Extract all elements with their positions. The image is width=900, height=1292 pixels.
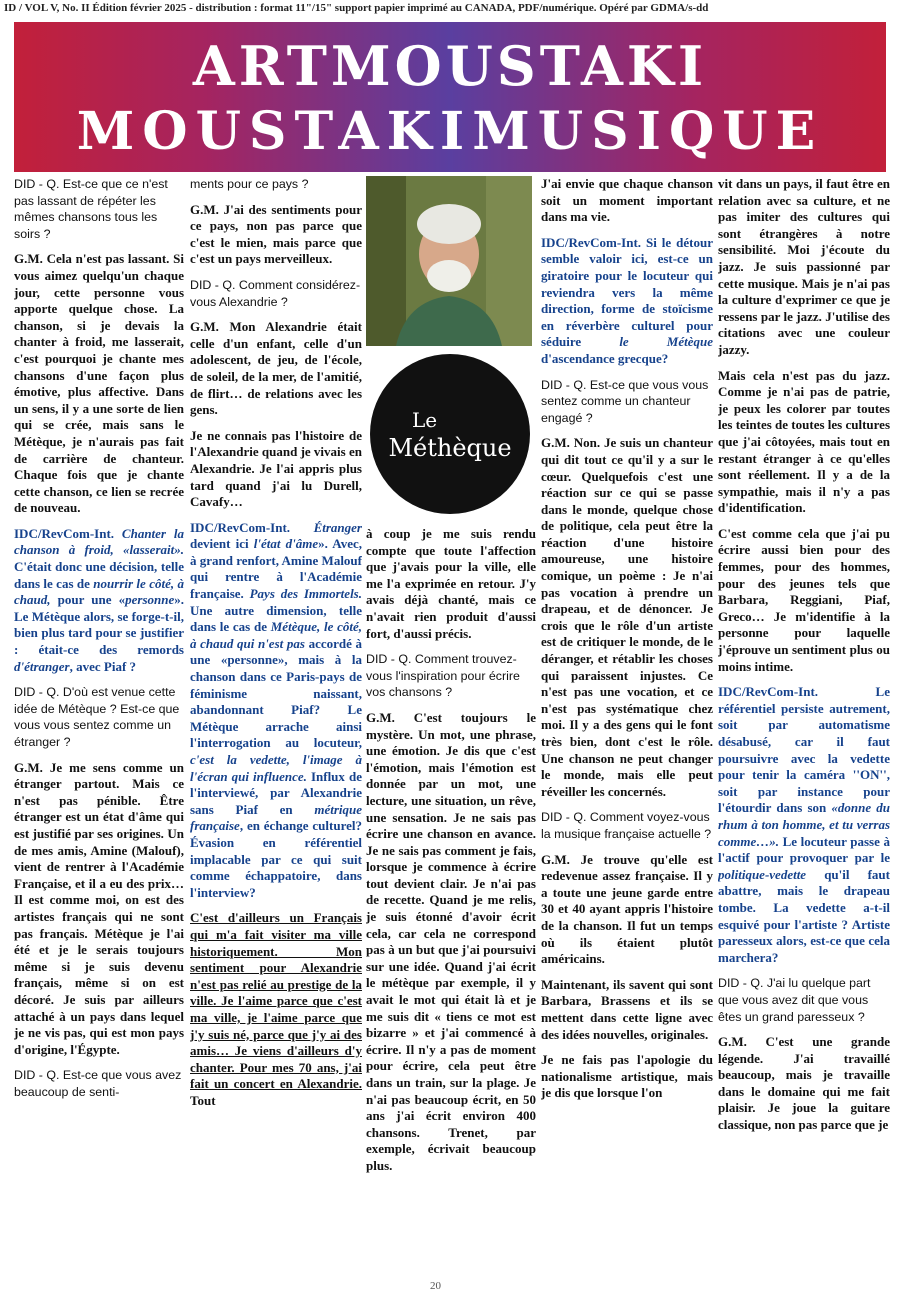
logo-meteque: Méthèque [388, 434, 512, 462]
title-banner [14, 22, 886, 172]
speaker-gm: G.M. [366, 709, 395, 725]
commentary-text: Une autre dimension, telle dans le cas de [190, 602, 362, 635]
answer-6 [541, 435, 713, 800]
speaker-gm: G.M. [190, 201, 219, 217]
underlined-quote: C'est d'ailleurs un Français qui m'a fait visiter ma ville historiquement. Mon sentiment pour Alexandrie n'est pas relié au prestige de la ville. Je l'aime parce que c'est ma ville, je l'aime parce que j'y suis né, parce que j'y ai des amis… Je viens d'ailleurs d'y chanter. Pour mes 70 ans, j'ai fait un concert en Alexandrie. [190, 910, 362, 1092]
commentary-italic: Pays des Immortels. [249, 586, 362, 602]
commentary-text: Le référentiel persiste autrement, soit par automatisme désabusé, car il faut poursuivre avec la vedette pour tenir la caméra ''ON'', soit par instance pour l'étourdir dans son [718, 684, 890, 816]
commentary-text: Influx de l'interviewé, par Alexandrie sans Piaf en [190, 768, 362, 817]
commentary-text: pour une « [50, 592, 126, 608]
answer-3-text: J'ai des sentiments pour ce pays, non pas parce que c'est le mien, mais parce que c'est un pays merveilleux. [190, 201, 362, 267]
commentary-1 [14, 526, 184, 675]
speaker-gm: G.M. [718, 1034, 747, 1050]
commentary-lead: IDC/RevCom-Int. [190, 519, 291, 535]
column-1 [14, 176, 184, 1276]
answer-5-continued: J'ai envie que chaque chanson soit un moment important dans ma vie. [541, 176, 713, 225]
question-3-end: ments pour ce pays ? [190, 177, 309, 191]
column-3-text [366, 526, 536, 1184]
column-4 [541, 176, 713, 1276]
commentary-italic: Métèque, le côté, à chaud qui n'est pas [190, 619, 362, 651]
page-number: 20 [430, 1280, 441, 1292]
question-8: DID - Q. J'ai lu quelque part que vous avez dit que vous êtes un grand paresseux ? [718, 976, 871, 1024]
commentary-italic: Chanter la chanson à froid, «lasserait». [14, 525, 184, 558]
commentary-text: Si le détour semble valoir ici, est-ce un giratoire pour le locuteur qui reviendra vers la même direction, forme de stoïcisme en réverbère culturel pour séduire [541, 234, 713, 350]
commentary-lead: IDC/RevCom-Int. [541, 234, 642, 250]
answer-2 [14, 760, 184, 1059]
answer-5-text: C'est toujours le mystère. Un mot, une phrase, une émotion. Je dis que c'est l'émotion, mais l'émotion est donnée par un mot, une lecture, une situation, un rêve, une sensation. Je ne sais pas écrire une chanson en avance. Je ne sais pas comment je fais, lorsque je commence à écrire tout devient clair. Je n'ai pas de recette. Quand je me relis, je suis étonné d'avoir écrit cela, car cela ne correspond pas à un but que j'ai poursuivi sur une idée. Quand j'ai écrit le métèque par exemple, il y avait le mot qui était là et je me suis dit « tiens ce mot est bizarre » et j'ai commencé à écrire. Il n'y a pas de moment pour écrire, cela peut être dans un train, sur la plage. Je n'ai pas beaucoup écrit, en 50 ans j'ai écrit environ 400 chansons. Trenet, par exemple, écrivait beaucoup plus. [366, 709, 536, 1173]
answer-8-text: C'est une grande légende. J'ai travaillé beaucoup, mais je travaille dans le domaine qui me fait plaisir. Je joue la guitare classique, non pas parce que je [718, 1034, 890, 1133]
question-7: DID - Q. Comment voyez-vous la musique française actuelle ? [541, 810, 712, 841]
speaker-gm: G.M. [14, 759, 43, 775]
commentary-lead: IDC/RevCom-Int. [14, 525, 115, 541]
answer-1 [14, 251, 184, 517]
commentary-text: qu'il faut abattre, mais le drapeau tombe. La vedette a-t-il esquivé pour l'artiste ? Artiste paresseux alors, est-ce que cela marchera? [718, 866, 890, 965]
commentary-text: d'ascendance grecque? [541, 350, 669, 366]
commentary-text: C'était donc une décision, telle dans le cas de [14, 559, 184, 591]
commentary-3 [541, 235, 713, 368]
answer-3 [190, 202, 362, 268]
column-3 [366, 176, 536, 1276]
commentary-italic: c'est la vedette, l'image à l'écran qui influence. [190, 752, 362, 784]
commentary-italic: personne [125, 592, 175, 608]
commentary-italic: politique-vedette [718, 866, 807, 882]
commentary-text: accordé à une «personne», mais à la chanson dans ce Paris-pays de féminisme naissant, abandonnant Piaf? Le Métèque arrache ainsi l'interrogation au locuteur, [190, 635, 362, 751]
answer-7-continued-3: C'est comme cela que j'ai pu écrire aussi bien pour des femmes, pour des hommes, pour des jeunes tels que Barbara, Reggiani, Piaf, Greco… Je m'identifie à la personne pour laquelle j'éprouve un sentiment plus ou moins intime. [718, 525, 890, 674]
question-3: DID - Q. Est-ce que vous avez beaucoup de senti- [14, 1068, 182, 1099]
commentary-italic: Étranger [290, 519, 362, 535]
question-2: DID - Q. D'où est venue cette idée de Métèque ? Est-ce que vous vous sentez comme un étranger ? [14, 685, 180, 749]
column-2 [190, 176, 362, 1276]
commentary-italic: d'étranger [14, 658, 70, 674]
answer-4b: Je ne connais pas l'histoire de l'Alexandrie quand je vivais en Alexandrie. Je l'ai appris plus tard quand j'ai lu Durell, Cavafy… [190, 427, 362, 510]
answer-7b: Maintenant, ils savent qui sont Barbara, Brassens et ils se mettent dans cette ligne avec des idées nouvelles, originales. [541, 976, 713, 1042]
logo-le: Le [412, 408, 438, 432]
answer-7-text: Je trouve qu'elle est redevenue assez française. Il y a toute une jeune garde entre 30 et 40 ayant appris l'histoire de la chanson. Il fut un temps où ils étaient plutôt américains. [541, 851, 713, 967]
answer-7-continued: vit dans un pays, il faut être en relation avec sa culture, et ne pas imiter des cultures qui sont étrangères à notre sensibilité. Moi j'écoute du jazz. Je suis passionné par cette musique. Mais je n'ai pas la culture d'exprimer ce que je ressens par le jazz. J'utilise des citations avec une couleur jazzy. [718, 176, 890, 357]
question-6: DID - Q. Est-ce que vous vous sentez comme un chanteur engagé ? [541, 377, 709, 425]
commentary-italic: métrique française [190, 801, 362, 834]
banner-title-line1: ARTMOUSTAKI [192, 34, 708, 98]
answer-7-continued-2: Mais cela n'est pas du jazz. Comme je n'ai pas de patrie, je peux les colorer par toutes les teintes de toutes les cultures que j'ai côtoyées, mais tout en restant étranger à ce qu'elles sont réellement. Il y a de la sympathie, mais il n'y a pas d'identification. [718, 367, 890, 516]
speaker-gm: G.M. [190, 319, 219, 335]
issue-info-line: ID / VOL V, No. II Édition février 2025 - distribution : format 11"/15" support papier imprimé au CANADA, PDF/numérique. Opéré par GDMA/s-dd [4, 2, 709, 14]
commentary-text: devient ici [190, 536, 254, 552]
commentary-text: , en échange culturel? Évasion en référentiel implacable par ce qui suit comme échappatoire, dans l'interview? [190, 818, 362, 900]
question-4: DID - Q. Comment considérez-vous Alexandrie ? [190, 277, 361, 309]
commentary-text: ». Le Métèque alors, se forge-t-il, bien plus tard pour se justifier : était-ce des remords [14, 592, 184, 658]
speaker-gm: G.M. [541, 851, 570, 867]
answer-2-text: Je me sens comme un étranger partout. Mais ce n'est pas pénible. Être étranger est un état d'âme qui est justifié par ses origines. Un de mes amis, Amine (Malouf), vient de rentrer à l'Académie Française, et il a eu des prix… Il est comme moi, on est des artistes français qui ne sont pas français. Métèque je l'ai été et je le serais toujours même si je suis devenu français, même si on est décoré. Je suis par ailleurs attaché à un pays dans lequel je ne vis pas, qui est mon pays d'origine, l'Égypte. [14, 759, 184, 1057]
speaker-gm: G.M. [14, 251, 43, 267]
commentary-lead: IDC/RevCom-Int. [718, 684, 819, 700]
answer-6-text: Non. Je suis un chanteur qui dit tout ce qu'il y a sur le cœur. Quelquefois c'est une réaction sur ce qui se passe dans le monde, quelque chose de politique, cela peut être la réaction d'une histoire amoureuse, une histoire comique, un poème : Je n'ai pas vocation à prendre un drapeau, et de dénoncer. Je crois que le rôle d'un artiste est de critiquer le monde, de le déranger, et rétablir les choses qui paraissent injustes. Ce n'est pas une vocation, et ce n'est pas systématique chez moi. Il y a des gens qui le font très bien, dont c'est le rôle. Une chanson ne peut changer le monde, mais elle peut réveiller les concernés. [541, 435, 713, 799]
commentary-4 [718, 684, 890, 966]
commentary-italic: l'état d'âme [253, 536, 319, 552]
commentary-italic: nourrir le côté, à chaud, [14, 575, 184, 608]
answer-4-continued: à coup je me suis rendu compte que toute l'affection que j'avais pour la ville, elle me l'a exprimée en retour. J'y avais déjà chanté, mais ce n'avait rien produit d'aussi fort, d'aussi précis. [366, 526, 536, 641]
commentary-text: ». Avec, à grand renfort, Amine Malouf qui rentre à l'Académie française. [190, 536, 362, 602]
answer-7 [541, 852, 713, 968]
answer-4c [190, 910, 362, 1109]
banner-title-line2: MOUSTAKIMUSIQUE [76, 101, 824, 162]
question-5: DID - Q. Comment trouvez-vous l'inspiration pour écrire vos chansons ? [366, 652, 520, 700]
answer-1-text: Cela n'est pas lassant. Si vous aimez quelqu'un chaque jour, cette personne vous apporte quelque chose. La chanson, si je devais la chanter à froid, me lasserait, c'est pourquoi je chante mes chansons d'une façon plus émotive, plus affective. Dans un sens, il y a une sorte de lien qui se crée, mais sans le Métèque, je n'aurais pas fait de carrière de chanteur. Chaque fois que je chante cette chanson, ce lien se recrée de nouveau. [14, 251, 184, 516]
answer-5 [366, 710, 536, 1175]
answer-8 [718, 1034, 890, 1134]
commentary-2 [190, 520, 362, 902]
column-5 [718, 176, 890, 1276]
speaker-gm: G.M. [541, 435, 570, 451]
question-1: DID - Q. Est-ce que ce n'est pas lassant de répéter les mêmes chansons tous les soirs ? [14, 177, 168, 241]
answer-4c-tail: Tout [190, 1092, 216, 1108]
answer-7c: Je ne fais pas l'apologie du nationalisme artistique, mais je dis que lorsque l'on [541, 1052, 713, 1101]
commentary-italic: le Métèque [619, 334, 713, 350]
commentary-text: , avec Piaf ? [69, 658, 137, 674]
commentary-italic: «donne du rhum à ton homme, et tu verras comme…». [718, 800, 890, 849]
answer-4-text: Mon Alexandrie était celle d'un enfant, celle d'un adolescent, de jeu, de l'école, de soleil, de la mer, de l'amitié, de flirt… de relations avec les gens. [190, 319, 362, 418]
answer-4 [190, 319, 362, 419]
commentary-text: Le locuteur passe à l'actif pour provoquer par le [718, 833, 890, 866]
